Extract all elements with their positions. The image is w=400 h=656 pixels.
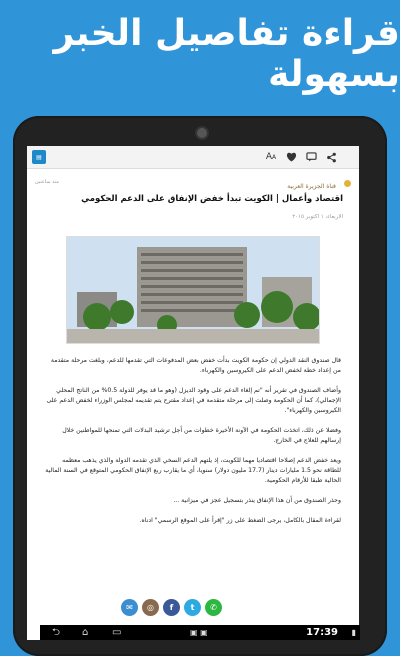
twitter-share-icon[interactable]: t (184, 599, 201, 616)
promo-banner-title: قراءة تفاصيل الخبر بسهولة (53, 13, 400, 95)
comment-icon[interactable] (303, 149, 319, 165)
back-icon[interactable]: ⮌ (52, 627, 61, 638)
article-body (35, 176, 351, 526)
battery-icon: ▮ (351, 628, 356, 637)
notification-icon: ▣ ▣ (190, 628, 208, 637)
article-paragraph: ويعد خفض الدعم إصلاحا اقتصاديا مهما للكويت، إذ يلتهم الدعم السخي الذي تقدمه الدولة والذي يذهب معظمه للطاقة نحو 1.5 مليارات دينار (17.7 مليون دولار) سنويا، أي ما يقارب ربع الإنفاق الحكومي المتوقع في السنة المالية الحالية طبقا للأرقام الحكومية. (45, 457, 341, 484)
article-toolbar (27, 146, 359, 169)
source-block[interactable] (287, 173, 351, 192)
article-time-ago: منذ ساعتين (35, 179, 59, 185)
article-paragraph: وفضلا عن ذلك، اتخذت الحكومة في الآونة الأخيرة خطوات من أجل ترشيد البدلات التي تمنحها للمواطنين خلال إرسالهم للعلاج في الخارج. (62, 427, 341, 444)
article-paragraph: وحذر الصندوق من أن هذا الإنفاق ينذر بتسجيل عجز في ميزانية ... (173, 497, 341, 504)
system-navigation-bar (40, 625, 360, 640)
facebook-share-icon[interactable]: f (163, 599, 180, 616)
favorite-heart-icon[interactable] (283, 149, 299, 165)
article-paragraph: وأضاف الصندوق في تقرير أنه "تم إلغاء الدعم على وقود الديزل (وهو ما قد يوفر للدولة 0.5% من الناتج المحلي الإجمالي)، كما أن الحكومة وصلت إلى مرحلة متقدمة في إعداد مقترح يتم تقديمه لمجلس الوزراء لخفض الدعم على الكيروسين والكهرباء". (46, 387, 341, 414)
font-size-label-large: A (265, 152, 273, 162)
source-row (35, 176, 351, 188)
status-clock: 17:39 (306, 627, 338, 638)
source-name: قناة الجزيرة العربية (287, 182, 336, 190)
promo-banner (0, 0, 400, 108)
recent-apps-icon[interactable]: ▭ (112, 627, 122, 638)
share-bar (121, 599, 222, 616)
home-icon[interactable]: ⌂ (82, 627, 89, 638)
camera-icon (195, 126, 209, 140)
font-size-label-small: A (272, 153, 277, 161)
app-logo-icon[interactable]: ▤ (32, 150, 46, 164)
share-icon[interactable] (323, 149, 339, 165)
font-size-button[interactable] (263, 149, 279, 165)
email-share-icon[interactable]: ✉ (121, 599, 138, 616)
app-screen (27, 146, 359, 640)
article-paragraph: قال صندوق النقد الدولي إن حكومة الكويت بدأت خفض بعض المدفوعات التي تقدمها للدعم، وبلغت مرحلة متقدمة من إعداد خطة لخفض الدعم على الكيروسين والكهرباء. (50, 357, 341, 374)
article-paragraph: لقراءة المقال بالكامل، يرجى الضغط على زر "إقرأ على الموقع الرسمي" ادناه. (139, 517, 341, 524)
instagram-share-icon[interactable]: ◎ (142, 599, 159, 616)
article-date: الاربعاء، ١ اكتوبر ٢٠١٥ (292, 214, 343, 220)
article-photo (66, 236, 320, 344)
whatsapp-share-icon[interactable]: ✆ (205, 599, 222, 616)
article-title: اقتصاد وأعمال | الكويت تبدأ خفض الإنفاق على الدعم الحكومي (81, 194, 343, 204)
source-logo-icon (344, 180, 351, 187)
